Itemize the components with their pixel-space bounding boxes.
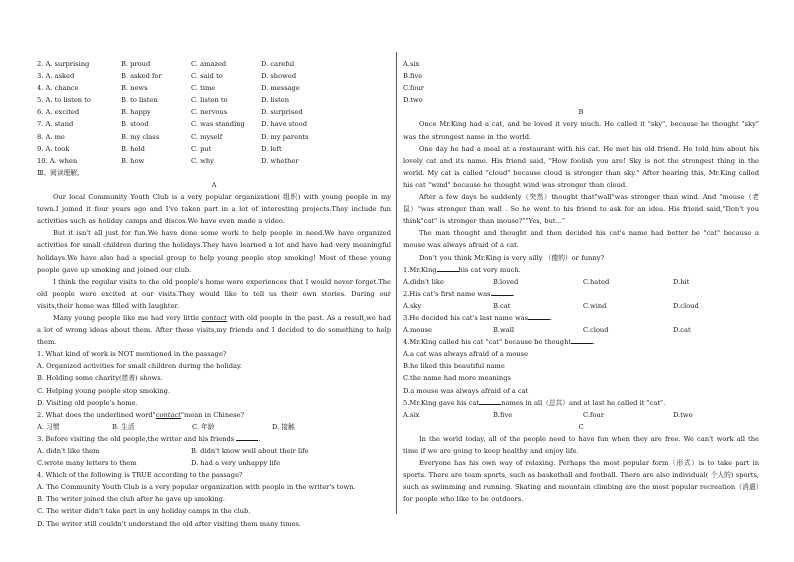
- options-row-5: [37, 94, 391, 106]
- text-run: 2. What does the underlined word": [37, 410, 156, 419]
- option: C. said to: [191, 72, 223, 81]
- option: B.five: [493, 410, 513, 419]
- option: C. listen to: [191, 96, 228, 105]
- option: A. didn't like them: [37, 447, 100, 455]
- passage-c-paragraph: Everyone has his own way of relaxing. Perhaps the most popular form（形式）is to take part in sports. There are team sports, such as basketball and football. There are also individual( 个人的) sports, such as swimming and running. Skating and mountain climbing are the most popular recreation（消遣）for people who like to be outdoors.: [403, 459, 759, 504]
- option: B. how: [121, 156, 145, 165]
- options-row: [37, 445, 391, 457]
- option: B.cat: [493, 301, 511, 310]
- question-b2: [403, 288, 759, 300]
- option: B. my class: [121, 132, 160, 141]
- passage-b-paragraph: After a few days he suddenly（突然）thought that"wall"was stronger than wind. And "mouse（老鼠）"was stronger than wall . So he went to his friend to ask for an idea. His friend said,"Don't you think"cat" is stronger than mouse?""Yes, but...": [403, 193, 759, 226]
- option: C. amazed: [191, 60, 227, 68]
- options-row: [403, 276, 759, 288]
- option: C. time: [191, 84, 216, 93]
- text-run: "mean in Chinese?: [180, 410, 245, 419]
- passage-c-paragraph: In the world today, all of the people need to have fun when they are free. We can't work all the time if we are going to keep healthy and enjoy life.: [403, 434, 759, 455]
- question-b3: [403, 312, 759, 324]
- underlined-word: contact: [155, 410, 181, 419]
- answer-blank[interactable]: [236, 433, 261, 443]
- passage-a-paragraph: [37, 312, 391, 348]
- options-row-3: [37, 70, 391, 82]
- passage-a-label: A: [211, 180, 217, 189]
- option: D.two: [403, 96, 423, 105]
- option: B.loved: [493, 277, 519, 286]
- passage-b-label: B: [578, 108, 584, 117]
- option: 3. A. asked: [37, 72, 75, 81]
- option: D.two: [673, 410, 693, 419]
- option: D.cloud: [673, 301, 699, 310]
- option: A. 习惯: [37, 422, 60, 431]
- option: A.a cat was always afraid of a mouse: [403, 350, 529, 359]
- option: D.hit: [673, 277, 690, 286]
- option: 5. A. to listen to: [37, 96, 91, 105]
- option: D. careful: [261, 60, 295, 68]
- options-row-10: [37, 155, 391, 167]
- options-row: [403, 324, 759, 336]
- column-divider: [396, 52, 397, 514]
- option: D. Visiting old people's home.: [37, 398, 138, 407]
- options-row: [403, 409, 759, 421]
- option: A. The Community Youth Club is a very popular organization with people in the writer's town.: [37, 483, 356, 492]
- options-row-6: [37, 106, 391, 118]
- option: B. stood: [121, 120, 149, 129]
- option: D. showed: [261, 72, 297, 81]
- passage-b-paragraph: Don't you think Mr.King is very silly （傻的）or funny?: [419, 253, 605, 262]
- option: B. Holding some charity(慈善) shows.: [37, 374, 163, 383]
- text-run: 3. Before visiting the old people,the writer and his friends: [37, 434, 235, 443]
- option: 8. A. me: [37, 132, 65, 141]
- option: C. why: [191, 156, 214, 165]
- option: 2. A. surprising: [37, 60, 90, 68]
- option: 6. A. excited: [37, 108, 80, 117]
- option: 4. A. chance: [37, 84, 79, 93]
- options-row-8: [37, 131, 391, 143]
- option: C.wrote many letters to them: [37, 459, 137, 468]
- passage-a-paragraph: I think the regular visits to the old people's home were experiences that I would never forget.The old people were excited at our visits.They would like to tell us their own stories. During our visits,their home was filled with laughter.: [37, 277, 391, 310]
- right-column: [403, 58, 759, 505]
- option: B. held: [121, 144, 145, 153]
- options-row-2: [37, 58, 391, 70]
- option: C.four: [583, 410, 605, 419]
- text-run: with old people in the past. As a result,we had a lot of wrong ideas about them. After these visits,my friends and I decided to do something to help them.: [37, 313, 392, 347]
- text-run: .: [258, 434, 261, 443]
- option: B. news: [121, 84, 148, 93]
- text-run: 2.His cat's first name was: [403, 289, 491, 298]
- option: A.six: [403, 60, 420, 68]
- options-row: [403, 300, 759, 312]
- question-a2: [37, 409, 391, 421]
- options-row-7: [37, 118, 391, 130]
- options-row: [37, 457, 391, 469]
- option: D. had a very unhappy life: [191, 459, 281, 468]
- text-run: Many young people like me had very little: [53, 313, 202, 322]
- answer-blank[interactable]: [491, 288, 513, 296]
- option: 9. A. took: [37, 144, 70, 153]
- option: D. The writer still couldn't understand the old after visiting them many times.: [37, 519, 301, 528]
- option: D. surprised: [261, 108, 303, 117]
- option: D. my parents: [261, 132, 309, 141]
- option: B. 生活: [112, 422, 135, 431]
- option: C. Helping young people stop smoking.: [37, 386, 171, 395]
- option: B. didn't know well about their life: [191, 447, 309, 455]
- option: C. was standing: [191, 120, 245, 129]
- option: B.five: [403, 72, 423, 81]
- text-run: 4.Mr.King called his cat "cat" because he thought: [403, 338, 572, 347]
- passage-a-paragraph: Our local Community Youth Club is a very popular organization( 组织) with young people in my town.I joined it four years ago and I've taken part in a lot of interesting projects.They include fun activities such as holiday camps and discos.We have even made a video.: [37, 193, 391, 226]
- text-run: .: [550, 313, 553, 322]
- question-a1: 1. What kind of work is NOT mentioned in the passage?: [37, 350, 227, 359]
- option: D. message: [261, 84, 300, 93]
- text-run: 5.Mr.King gave his cat: [403, 398, 480, 407]
- text-run: 1.Mr.King: [403, 265, 437, 274]
- option: B. asked for: [121, 72, 162, 81]
- option: A. Organized activities for small children during the holiday.: [37, 362, 242, 371]
- answer-blank[interactable]: [528, 312, 553, 322]
- option: C. The writer didn't take part in any holiday camps in the club.: [37, 507, 251, 516]
- passage-c-label: C: [578, 422, 584, 431]
- text-run: .: [512, 289, 515, 298]
- option: D. left: [261, 144, 282, 153]
- options-row-4: [37, 82, 391, 94]
- option: C.four: [403, 84, 425, 93]
- text-run: names in all（总共）and at last he called it "cat".: [501, 398, 666, 407]
- passage-b-paragraph: The man thought and thought and then decided his cat's name had better be "cat" because a mouse was always afraid of a cat.: [403, 229, 759, 250]
- passage-b-paragraph: One day he had a meal at a restaurant with his cat. He met his old friend. He told him about his lovely cat and its name. His friend said, "How foolish you are! Sky is not the strongest thing in the world. My cat is called "cloud" because cloud is stronger than sky." After hearing this, Mr.King called his cat "wind" because he thought wind was stronger than cloud.: [403, 144, 759, 189]
- passage-a-paragraph: But it isn't all just for fun.We have done some work to help people in need.We have organized activities for small children during the holidays.They have learned a lot and have had very meaningful holidays.We have also had a special group to help young people stop smoking! Most of these young people gave up smoking and joined our club.: [37, 229, 391, 274]
- option: B.wall: [493, 326, 515, 335]
- option: C.the name had more meanings: [403, 374, 511, 383]
- option: B. happy: [121, 108, 151, 117]
- options-row: [37, 421, 391, 433]
- passage-b-paragraph: Once Mr.King had a cat, and he loved it very much. He called it "sky", because he thought "sky" was the strongest name in the world.: [403, 120, 759, 141]
- option: D. listen: [261, 96, 290, 105]
- option: D.cat: [673, 326, 691, 335]
- option: 10. A. when: [37, 156, 78, 165]
- option: A.mouse: [403, 326, 433, 335]
- question-b1: [403, 264, 759, 276]
- option: C. 年龄: [192, 422, 215, 431]
- option: A.six: [403, 410, 420, 419]
- option: C. myself: [191, 132, 223, 141]
- left-column: [37, 58, 391, 530]
- answer-blank[interactable]: [479, 397, 501, 405]
- option: D. whether: [261, 156, 299, 165]
- option: B.he liked this beautiful name: [403, 362, 505, 371]
- option: C.hated: [583, 277, 610, 286]
- option: C.wind: [583, 301, 607, 310]
- text-run: 3.He decided his cat's last name was: [403, 313, 529, 322]
- question-a4: 4. Which of the following is TRUE according to the passage?: [37, 471, 243, 480]
- option: D. have stood: [261, 120, 307, 129]
- underlined-word: contact: [201, 313, 227, 322]
- answer-blank[interactable]: [437, 264, 459, 272]
- option: B. to listen: [121, 96, 158, 105]
- option: C. put: [191, 144, 212, 153]
- option: A.sky: [403, 301, 422, 310]
- option: C.cloud: [583, 326, 609, 335]
- option: D.a mouse was always afraid of a cat: [403, 386, 529, 395]
- option: C. nervous: [191, 108, 228, 117]
- section-title: Ⅲ、阅读理解。: [37, 168, 84, 177]
- option: D. 接触: [272, 422, 295, 431]
- options-row-9: [37, 143, 391, 155]
- answer-blank[interactable]: [571, 336, 596, 347]
- option: 7. A. stand: [37, 120, 74, 129]
- option: B. The writer joined the club after he gave up smoking.: [37, 495, 225, 504]
- question-a3: [37, 433, 391, 445]
- text-run: his cat very much.: [458, 265, 521, 274]
- option: A.didn't like: [403, 277, 444, 286]
- question-b4: [403, 336, 759, 348]
- question-b5: [403, 397, 759, 409]
- text-run: .: [593, 338, 596, 347]
- option: B. proud: [121, 60, 151, 68]
